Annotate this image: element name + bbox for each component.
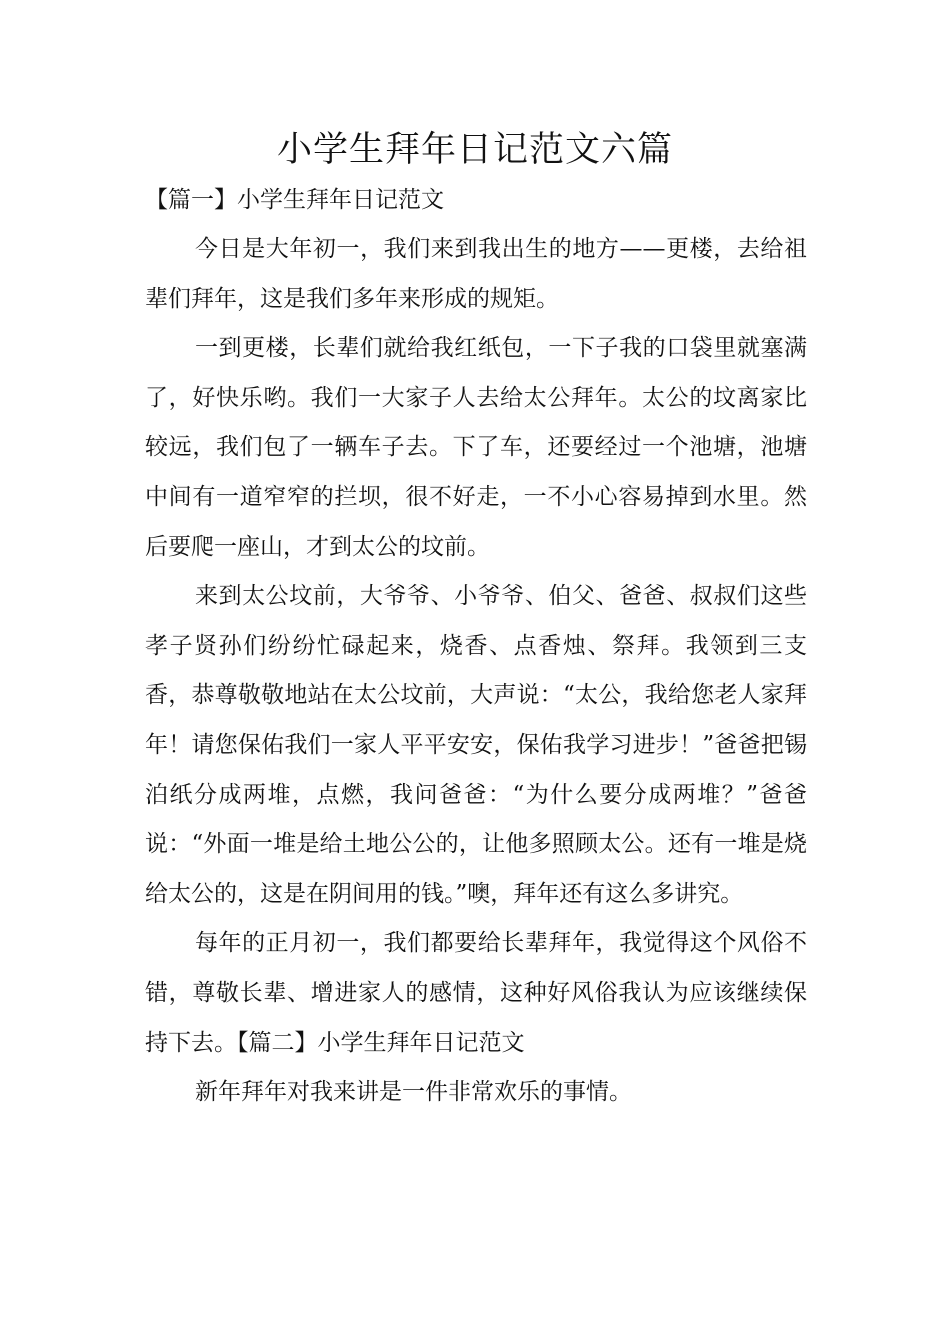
- section-heading-1: 【篇一】小学生拜年日记范文: [145, 187, 444, 213]
- paragraph-2: 一到更楼，长辈们就给我红纸包，一下子我的口袋里就塞满了，好快乐哟。我们一大家子人去给太公拜年。太公的坟离家比较远，我们包了一辆车子去。下了车，还要经过一个池塘，池塘中间有一道窄窄的拦坝，很不好走，一不小心容易掉到水里。然后要爬一座山，才到太公的坟前。: [145, 335, 807, 560]
- paragraph-4: [145, 919, 807, 1068]
- document-body: [145, 225, 807, 1118]
- paragraph-3: 来到太公坟前，大爷爷、小爷爷、伯父、爸爸、叔叔们这些孝子贤孙们纷纷忙碌起来，烧香、点香烛、祭拜。我领到三支香，恭尊敬敬地站在太公坟前，大声说：“太公，我给您老人家拜年！请您保佑我们一家人平平安安，保佑我学习进步！”爸爸把锡泊纸分成两堆，点燃，我问爸爸：“为什么要分成两堆？”爸爸说：“外面一堆是给土地公公的，让他多照顾太公。还有一堆是烧给太公的，这是在阴间用的钱。”噢，拜年还有这么多讲究。: [145, 583, 807, 907]
- section-heading-2: 【篇二】小学生拜年日记范文: [237, 1029, 525, 1056]
- paragraph-4-text: 每年的正月初一，我们都要给长辈拜年，我觉得这个风俗不错，尊敬长辈、增进家人的感情，这种好风俗我认为应该继续保持下去。: [145, 930, 807, 1056]
- document-title: 小学生拜年日记范文六篇: [276, 130, 673, 170]
- paragraph-5: 新年拜年对我来讲是一件非常欢乐的事情。: [195, 1079, 632, 1106]
- paragraph-1: 今日是大年初一，我们来到我出生的地方——更楼，去给祖辈们拜年，这是我们多年来形成的规矩。: [145, 236, 807, 312]
